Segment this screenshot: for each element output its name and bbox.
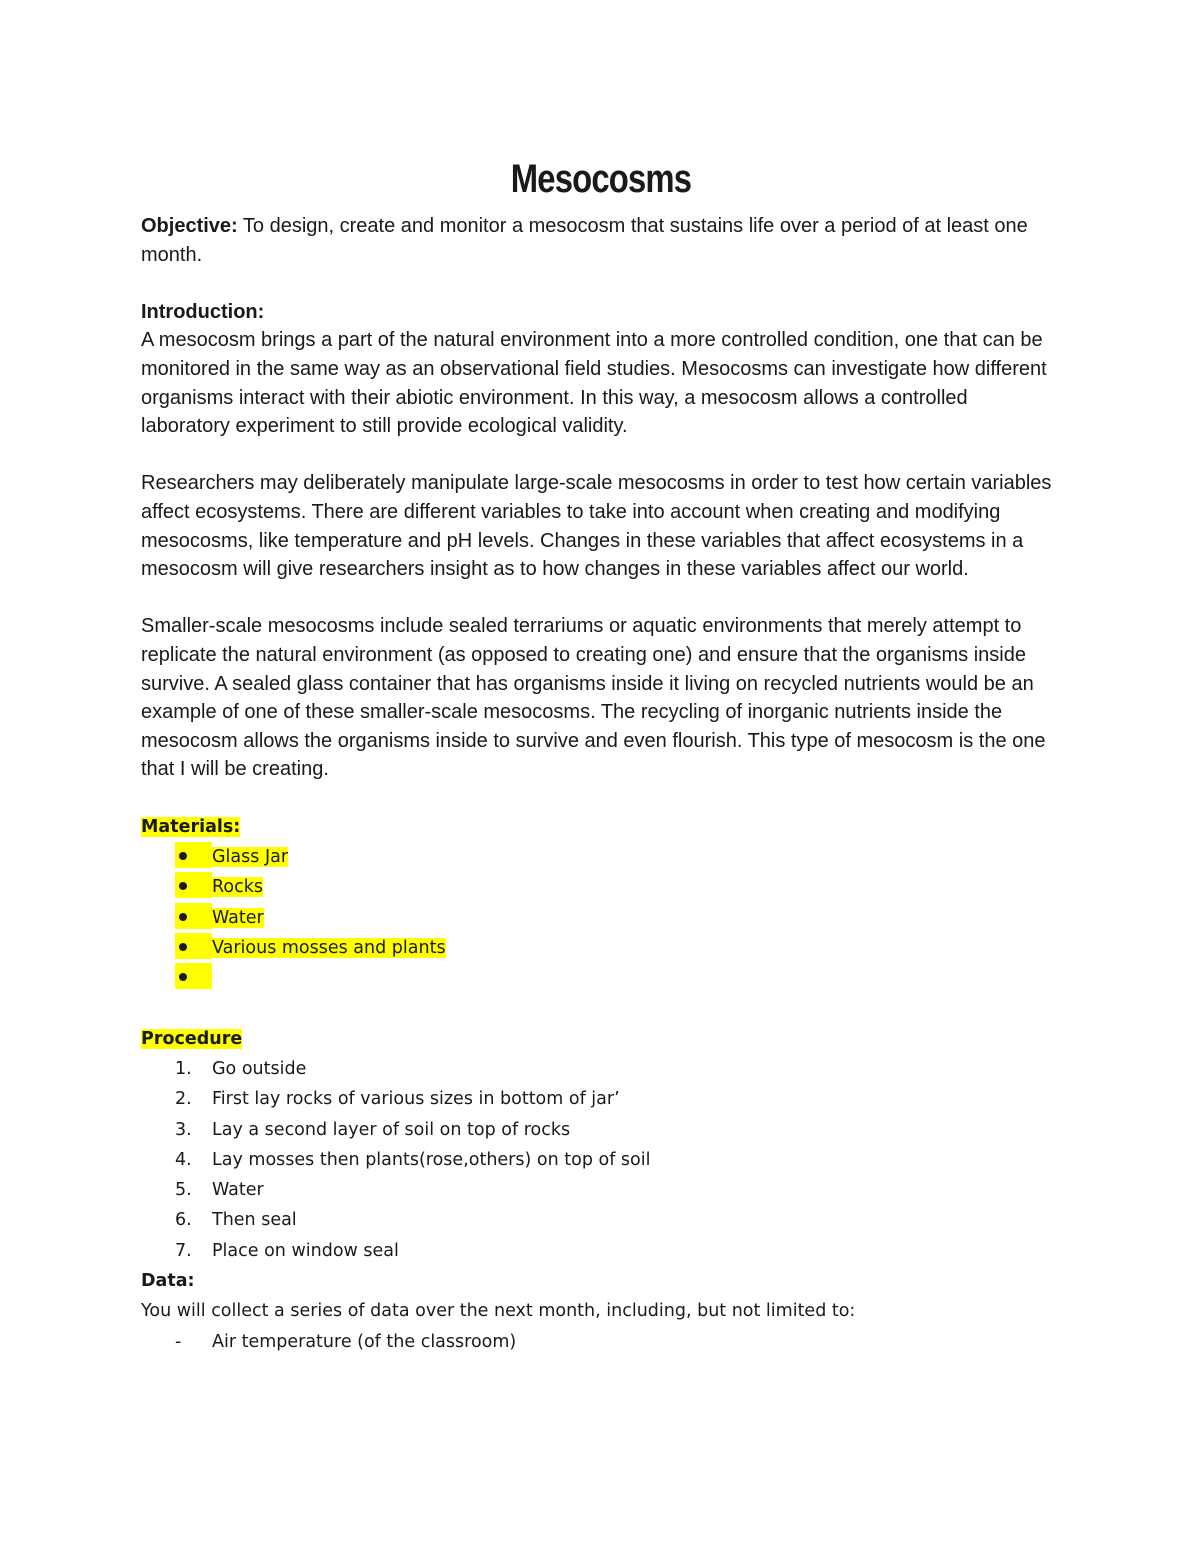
step-text: Then seal [212, 1210, 297, 1231]
step-number: 2. [175, 1089, 192, 1110]
materials-item-text: Water [212, 907, 264, 928]
data-heading: Data: [141, 1271, 195, 1292]
materials-heading-text: Materials: [141, 816, 241, 837]
data-intro: You will collect a series of data over the next month, including, but not limited to: [141, 1301, 856, 1322]
objective-paragraph [141, 212, 1061, 269]
step-text: Go outside [212, 1058, 307, 1079]
data-item [141, 1327, 1061, 1357]
step-number: 1. [175, 1058, 192, 1079]
bullet-icon [175, 933, 212, 959]
introduction-paragraph-3: Smaller-scale mesocosms include sealed terrariums or aquatic environments that merely attempt to replicate the natural environment (as opposed to creating one) and ensure that the organisms inside survive. A sealed glass container that has organisms inside it living on recycled nutrients would be an example of one of these smaller-scale mesocosms. The recycling of inorganic nutrients inside the mesocosm allows the organisms inside to survive and even flourish. This type of mesocosm is the one that I will be creating. [141, 615, 1046, 781]
document-title: Mesocosms [510, 157, 692, 201]
materials-item-text: Rocks [212, 877, 263, 898]
materials-item-text: Glass Jar [212, 847, 289, 868]
bullet-icon [175, 903, 212, 929]
materials-list [141, 842, 1061, 993]
materials-item [141, 963, 1061, 993]
step-number: 5. [175, 1180, 192, 1201]
bullet-icon [175, 872, 212, 898]
materials-item [141, 872, 1061, 902]
step-text: Lay mosses then plants(rose,others) on top of soil [212, 1149, 651, 1170]
materials-item [141, 842, 1061, 872]
step-text: Water [212, 1180, 264, 1201]
introduction-paragraph-1: A mesocosm brings a part of the natural environment into a more controlled condition, one that can be monitored in the same way as an observational field studies. Mesocosms can investigate how different organisms interact with their abiotic environment. In this way, a mesocosm allows a controlled laboratory experiment to still provide ecological validity. [141, 329, 1047, 438]
step-text: First lay rocks of various sizes in bottom of jar’ [212, 1089, 620, 1110]
procedure-step [141, 1175, 1061, 1205]
procedure-heading-text: Procedure [141, 1028, 243, 1049]
procedure-step [141, 1115, 1061, 1145]
procedure-step [141, 1084, 1061, 1114]
materials-item [141, 903, 1061, 933]
step-number: 3. [175, 1119, 192, 1140]
data-item-text: Air temperature (of the classroom) [212, 1331, 517, 1352]
introduction-paragraph-2: Researchers may deliberately manipulate large-scale mesocosms in order to test how certain variables affect ecosystems. There are different variables to take into account when creating and modifying mesocosms, like temperature and pH levels. Changes in these variables that affect ecosystems in a mesocosm will give researchers insight as to how changes in these variables affect our world. [141, 472, 1052, 581]
materials-item-text: Various mosses and plants [212, 938, 446, 959]
step-number: 4. [175, 1149, 192, 1170]
materials-item [141, 933, 1061, 963]
procedure-step [141, 1236, 1061, 1266]
procedure-heading [141, 1024, 1061, 1054]
step-number: 7. [175, 1240, 192, 1261]
bullet-icon [175, 842, 212, 868]
materials-heading [141, 812, 1061, 842]
dash-marker: - [175, 1331, 182, 1352]
introduction-heading: Introduction: [141, 300, 265, 323]
step-text: Place on window seal [212, 1240, 399, 1261]
procedure-step [141, 1205, 1061, 1235]
objective-text: To design, create and monitor a mesocosm that sustains life over a period of at least one month. [141, 215, 1028, 266]
document-page [141, 150, 1061, 1357]
procedure-list [141, 1054, 1061, 1266]
objective-label: Objective: [141, 215, 238, 237]
procedure-step [141, 1054, 1061, 1084]
bullet-icon [175, 963, 212, 989]
step-number: 6. [175, 1210, 192, 1231]
procedure-step [141, 1145, 1061, 1175]
step-text: Lay a second layer of soil on top of rocks [212, 1119, 571, 1140]
data-list [141, 1327, 1061, 1357]
